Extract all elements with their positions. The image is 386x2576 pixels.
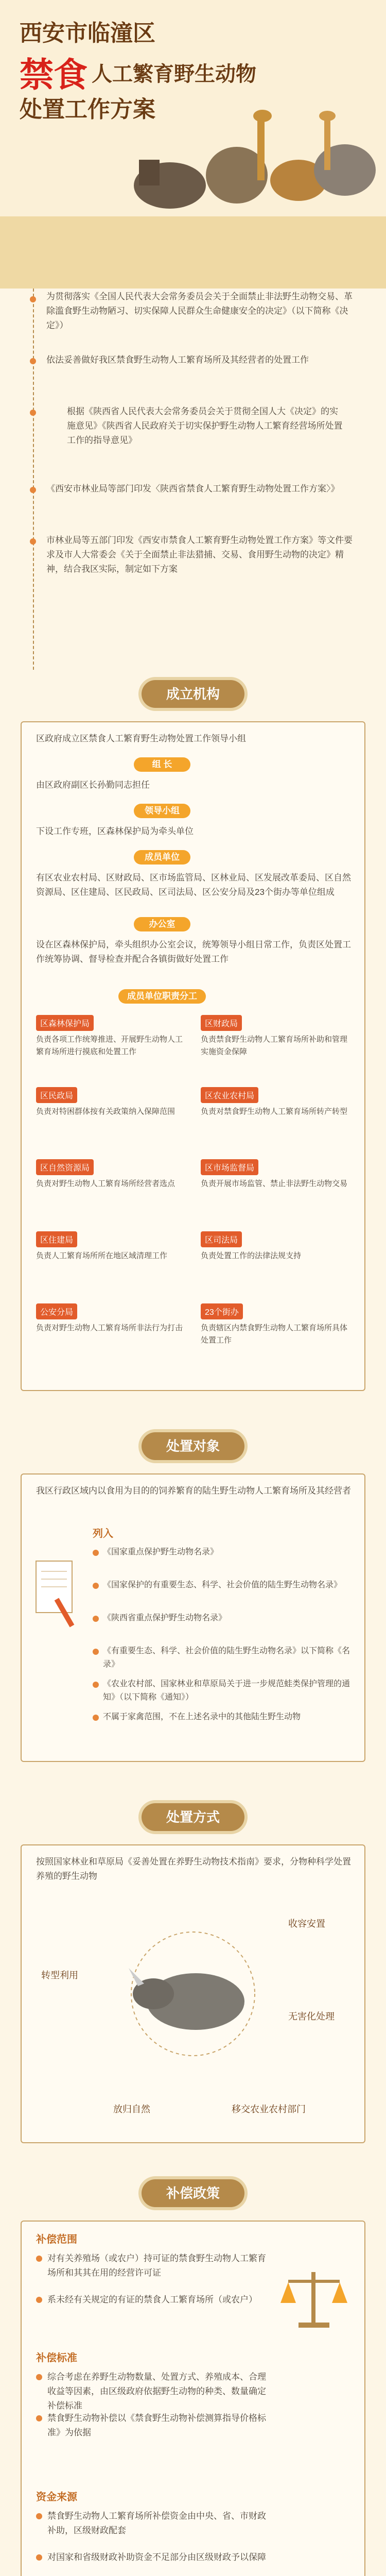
intro-bullet-1 [30, 296, 36, 302]
intro-p5: 市林业局等五部门印发《西安市禁食人工繁育野生动物处置工作方案》等文件要求及市人大常委会《关于全面禁止非法猎捕、交易、食用野生动物的决定》精神，结合我区实际，制定如下方案 [46, 535, 353, 574]
target-bullet [93, 1715, 99, 1721]
target-item: 《国家重点保护野生动物名录》 [103, 1548, 219, 1556]
page-title-line3: 处置工作方案 [20, 96, 155, 123]
org-duty-label: 成员单位职责分工 [118, 989, 206, 1004]
intro-bullet-5 [30, 538, 36, 545]
targets-list-label: 列入 [93, 1528, 113, 1539]
methods-lead: 按照国家林业和草原局《妥善处置在养野生动物技术指南》要求，分物种科学处置养殖的野生动物 [36, 1857, 351, 1881]
duty-text: 负责对野生动物人工繁育场所非法行为打击 [36, 1324, 183, 1332]
page-title-line1: 西安市临潼区 [20, 20, 155, 46]
comp-item: 对国家和省级财政补助资金不足部分由区级财政予以保障 [47, 2552, 266, 2562]
target-bullet [93, 1616, 99, 1622]
duty-name: 公安分局 [36, 1303, 77, 1319]
intro-bullet-2 [30, 358, 36, 364]
comp-bullet [36, 2415, 42, 2421]
target-item: 《有重要生态、科学、社会价值的陆生野生动物名录》以下简称《名录》 [103, 1647, 350, 1669]
section-title-compensation: 补偿政策 [142, 2179, 244, 2207]
target-bullet [93, 1682, 99, 1688]
org-vice-text: 下设工作专班，区森林保护局为牵头单位 [36, 826, 194, 836]
comp-item: 系未经有关规定的有证的禁食人工繁育场所（或农户） [47, 2295, 257, 2304]
comp-item: 禁食野生动物补偿以《禁食野生动物补偿测算指导价格标准》为依据 [47, 2413, 266, 2437]
targets-lead: 我区行政区域内以食用为目的的饲养繁育的陆生野生动物人工繁育场所及其经营者 [36, 1486, 351, 1496]
intro-p3: 根据《陕西省人民代表大会常务委员会关于贯彻全国人大《决定》的实施意见》《陕西省人民政府关于切实保护野生动物人工繁育经营场所处置工作的指导意见》 [67, 406, 343, 445]
org-office-label: 成员单位 [134, 850, 190, 865]
duty-text: 负责开展市场监管、禁止非法野生动物交易 [201, 1179, 348, 1188]
page-title-line2: 人工繁育野生动物 [92, 62, 256, 86]
comp-bullet [36, 2374, 42, 2380]
duty-text: 负责人工繁育场所所在地区域清理工作 [36, 1251, 168, 1260]
duty-text: 负责辖区内禁食野生动物人工繁育场所具体处置工作 [201, 1324, 348, 1345]
target-bullet [93, 1649, 99, 1655]
method-option: 转型利用 [41, 1970, 78, 1980]
comp-item: 综合考虑在养野生动物数量、处置方式、养殖成本、合理收益等因素，由区级政府依据野生动物的种类、数量确定补偿标准 [47, 2372, 266, 2411]
section-title-methods: 处置方式 [142, 1803, 244, 1831]
comp-bullet [36, 2256, 42, 2262]
duty-name: 区住建局 [36, 1231, 77, 1247]
duty-name: 区市场监督局 [201, 1159, 258, 1175]
org-sub-label: 办公室 [134, 917, 190, 931]
rhino-illustration [108, 1917, 278, 2071]
section-title-org: 成立机构 [142, 680, 244, 708]
header-ground [0, 216, 386, 289]
section-title-targets: 处置对象 [142, 1432, 244, 1460]
method-option: 无害化处理 [288, 2011, 335, 2022]
duty-name: 23个街办 [201, 1303, 243, 1319]
org-leader-text: 由区政府副区长孙勤同志担任 [36, 780, 150, 790]
org-leader-label: 组 长 [134, 757, 190, 772]
intro-bullet-4 [30, 487, 36, 493]
comp-s2-title: 补偿标准 [36, 2352, 77, 2364]
duty-name: 区财政局 [201, 1015, 242, 1031]
scale-icon [278, 2262, 350, 2334]
target-bullet [93, 1550, 99, 1556]
duty-name: 区司法局 [201, 1231, 242, 1247]
org-office-text: 有区农业农村局、区财政局、区市场监管局、区林业局、区发展改革委局、区自然资源局、区住建局、区民政局、区司法局、区公安分局及23个街办等单位组成 [36, 873, 351, 897]
intro-p4: 《西安市林业局等部门印发〈陕西省禁食人工繁育野生动物处置工作方案〉》 [46, 484, 340, 494]
duty-name: 区农业农村局 [201, 1087, 258, 1103]
intro-p2: 依法妥善做好我区禁食野生动物人工繁育场所及其经营者的处置工作 [46, 355, 309, 365]
org-lead: 区政府成立区禁食人工繁育野生动物处置工作领导小组 [36, 734, 246, 743]
duty-text: 负责各项工作统筹推进、开展野生动物人工繁育场所进行摸底和处置工作 [36, 1035, 183, 1056]
target-bullet [93, 1583, 99, 1589]
document-icon [31, 1556, 82, 1633]
page-title-highlight: 禁食 [20, 55, 87, 95]
comp-s3-title: 资金来源 [36, 2492, 77, 2503]
target-item: 《农业农村部、国家林业和草原局关于进一步规范蛙类保护管理的通知》（以下简称《通知》） [103, 1680, 350, 1702]
method-option: 放归自然 [113, 2104, 150, 2114]
comp-item: 禁食野生动物人工繁育场所补偿资金由中央、省、市财政补助，区级财政配套 [47, 2511, 266, 2535]
animals-illustration [129, 88, 386, 216]
duty-name: 区民政局 [36, 1087, 77, 1103]
target-item: 《陕西省重点保护野生动物名录》 [103, 1614, 227, 1622]
duty-text: 负责对特困群体按有关政策纳入保障范围 [36, 1107, 176, 1116]
method-option: 移交农业农村部门 [232, 2104, 306, 2114]
comp-bullet [36, 2297, 42, 2303]
duty-name: 区自然资源局 [36, 1159, 94, 1175]
duty-text: 负责禁食野生动物人工繁育场所补助和管理实施资金保障 [201, 1035, 348, 1056]
org-sub-text: 设在区森林保护局，牵头组织办公室会议，统筹领导小组日常工作，负责区处置工作统筹协调、督导检查并配合各镇街做好处置工作 [36, 940, 351, 964]
target-item: 《国家保护的有重要生态、科学、社会价值的陆生野生动物名录》 [103, 1581, 342, 1589]
method-option: 收容安置 [288, 1919, 325, 1929]
duty-name: 区森林保护局 [36, 1015, 94, 1031]
comp-s1-title: 补偿范围 [36, 2234, 77, 2245]
comp-item: 对有关养殖场（或农户）持可证的禁食野生动物人工繁育场所和其其在用的经营许可证 [47, 2253, 266, 2278]
duty-text: 负责处置工作的法律法规支持 [201, 1251, 302, 1260]
intro-bullet-3 [30, 410, 36, 416]
comp-bullet [36, 2554, 42, 2561]
org-vice-label: 领导小组 [134, 804, 190, 818]
duty-text: 负责对野生动物人工繁育场所经营者选点 [36, 1179, 176, 1188]
duty-text: 负责对禁食野生动物人工繁育场所转产转型 [201, 1107, 348, 1116]
comp-bullet [36, 2513, 42, 2519]
intro-p1: 为贯彻落实《全国人民代表大会常务委员会关于全面禁止非法野生动物交易、革除滥食野生动物陋习、切实保障人民群众生命健康安全的决定》（以下简称《决定》） [46, 292, 353, 330]
intro-line [33, 289, 34, 670]
target-item: 不属于家禽范围，不在上述名录中的其他陆生野生动物 [103, 1713, 301, 1721]
